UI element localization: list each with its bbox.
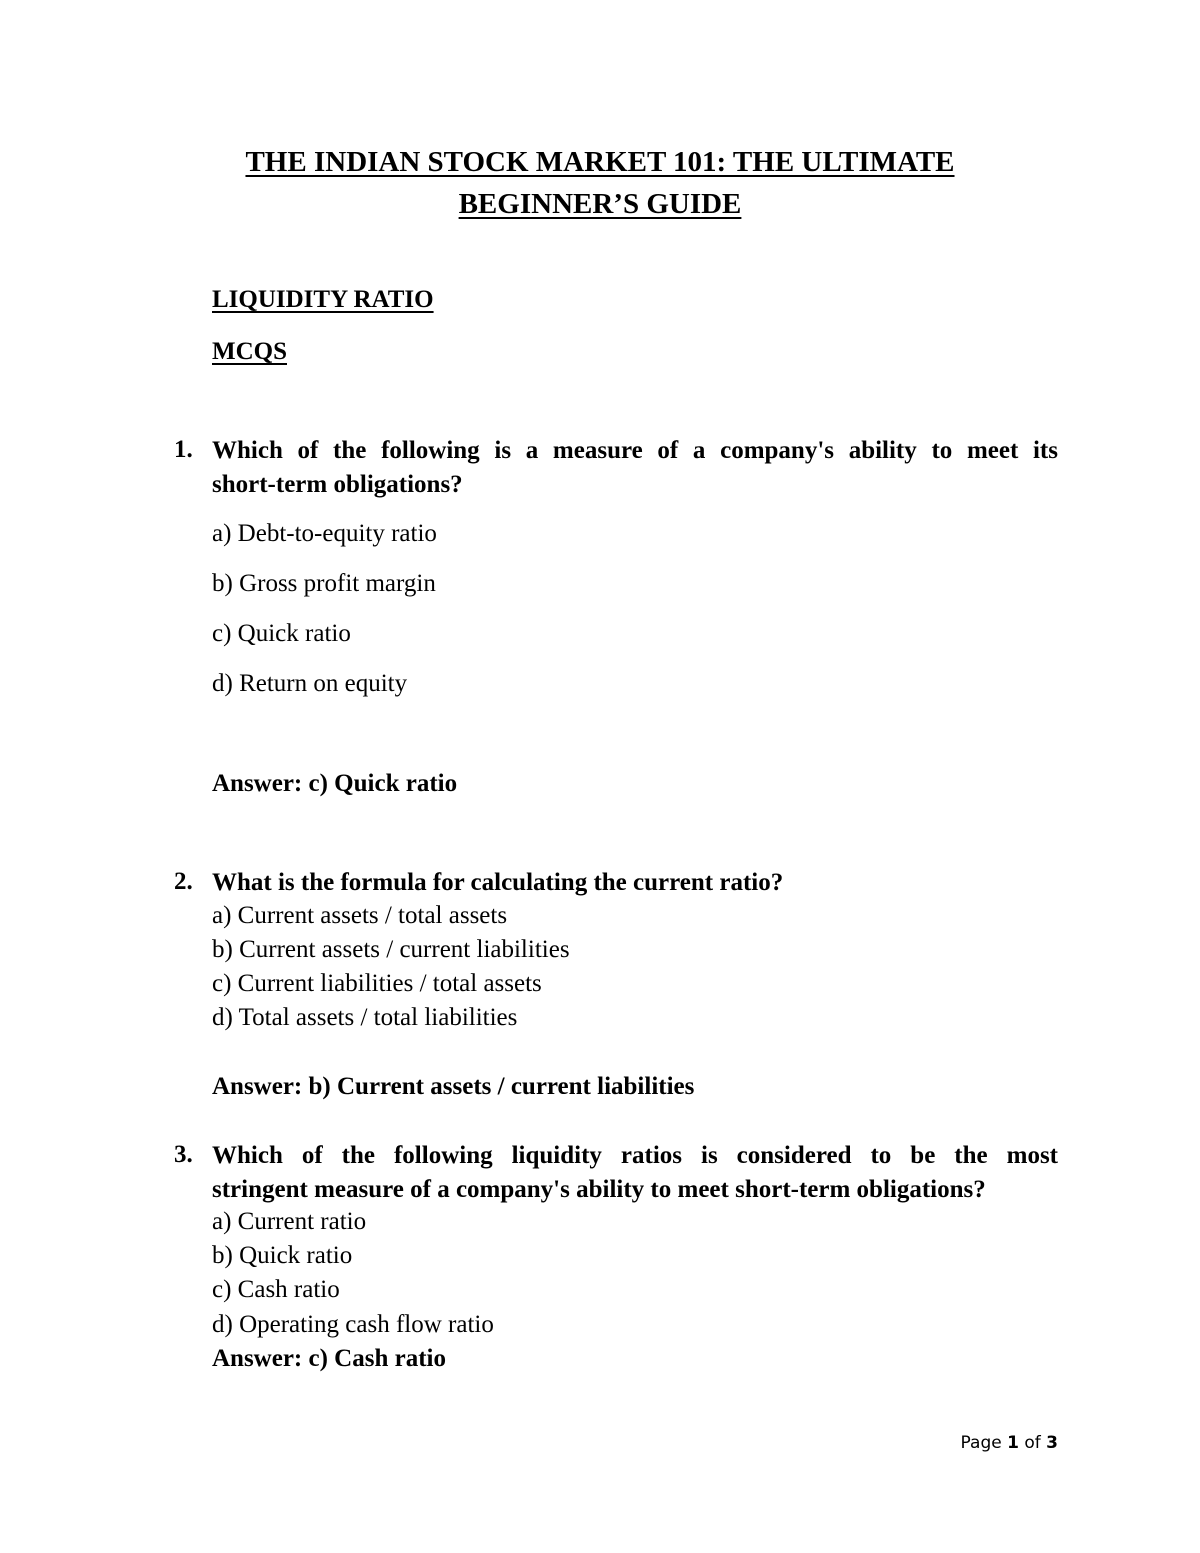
question-2-line-1: What is the formula for calculating the current ratio? <box>212 869 784 896</box>
question-3-option-a: a) Current ratio <box>212 1208 367 1235</box>
question-1-text <box>212 434 1058 502</box>
page-number-footer <box>961 1433 1058 1453</box>
question-3-text <box>212 1139 1058 1207</box>
section-heading: LIQUIDITY RATIO <box>212 286 434 313</box>
title-line-2: BEGINNER’S GUIDE <box>458 188 742 220</box>
question-1-option-a: a) Debt-to-equity ratio <box>212 520 437 547</box>
title-line-1: THE INDIAN STOCK MARKET 101: THE ULTIMATE <box>245 146 955 178</box>
question-1-line-2: short-term obligations? <box>212 471 463 498</box>
footer-of-word: of <box>1024 1433 1041 1453</box>
question-3-option-b: b) Quick ratio <box>212 1242 353 1269</box>
question-2-option-d: d) Total assets / total liabilities <box>212 1004 518 1031</box>
question-3-option-c: c) Cash ratio <box>212 1276 340 1303</box>
question-2-option-b: b) Current assets / current liabilities <box>212 936 570 963</box>
question-2-option-a: a) Current assets / total assets <box>212 902 508 929</box>
question-2-number: 2. <box>174 868 193 895</box>
footer-page-word: Page <box>960 1433 1002 1453</box>
question-1-option-d: d) Return on equity <box>212 670 408 697</box>
footer-page-total: 3 <box>1046 1433 1058 1453</box>
document-title <box>150 141 1050 225</box>
question-3-line-1: Which of the following liquidity ratios is considered to be the most <box>212 1142 1058 1169</box>
question-1-option-b: b) Gross profit margin <box>212 570 436 597</box>
question-1-number: 1. <box>174 436 193 463</box>
question-3-line-2: stringent measure of a company's ability to meet short-term obligations? <box>212 1176 986 1203</box>
question-3-answer: Answer: c) Cash ratio <box>212 1345 446 1372</box>
question-2-option-c: c) Current liabilities / total assets <box>212 970 542 997</box>
question-3-number: 3. <box>174 1141 193 1168</box>
question-2-answer: Answer: b) Current assets / current liabilities <box>212 1073 695 1100</box>
question-1-answer: Answer: c) Quick ratio <box>212 770 458 797</box>
footer-page-current: 1 <box>1007 1433 1019 1453</box>
question-1-line-1: Which of the following is a measure of a company's ability to meet its <box>212 437 1058 464</box>
question-3-option-d: d) Operating cash flow ratio <box>212 1311 494 1338</box>
question-1-option-c: c) Quick ratio <box>212 620 351 647</box>
sub-heading: MCQS <box>212 338 287 365</box>
question-2-text <box>212 866 1058 900</box>
